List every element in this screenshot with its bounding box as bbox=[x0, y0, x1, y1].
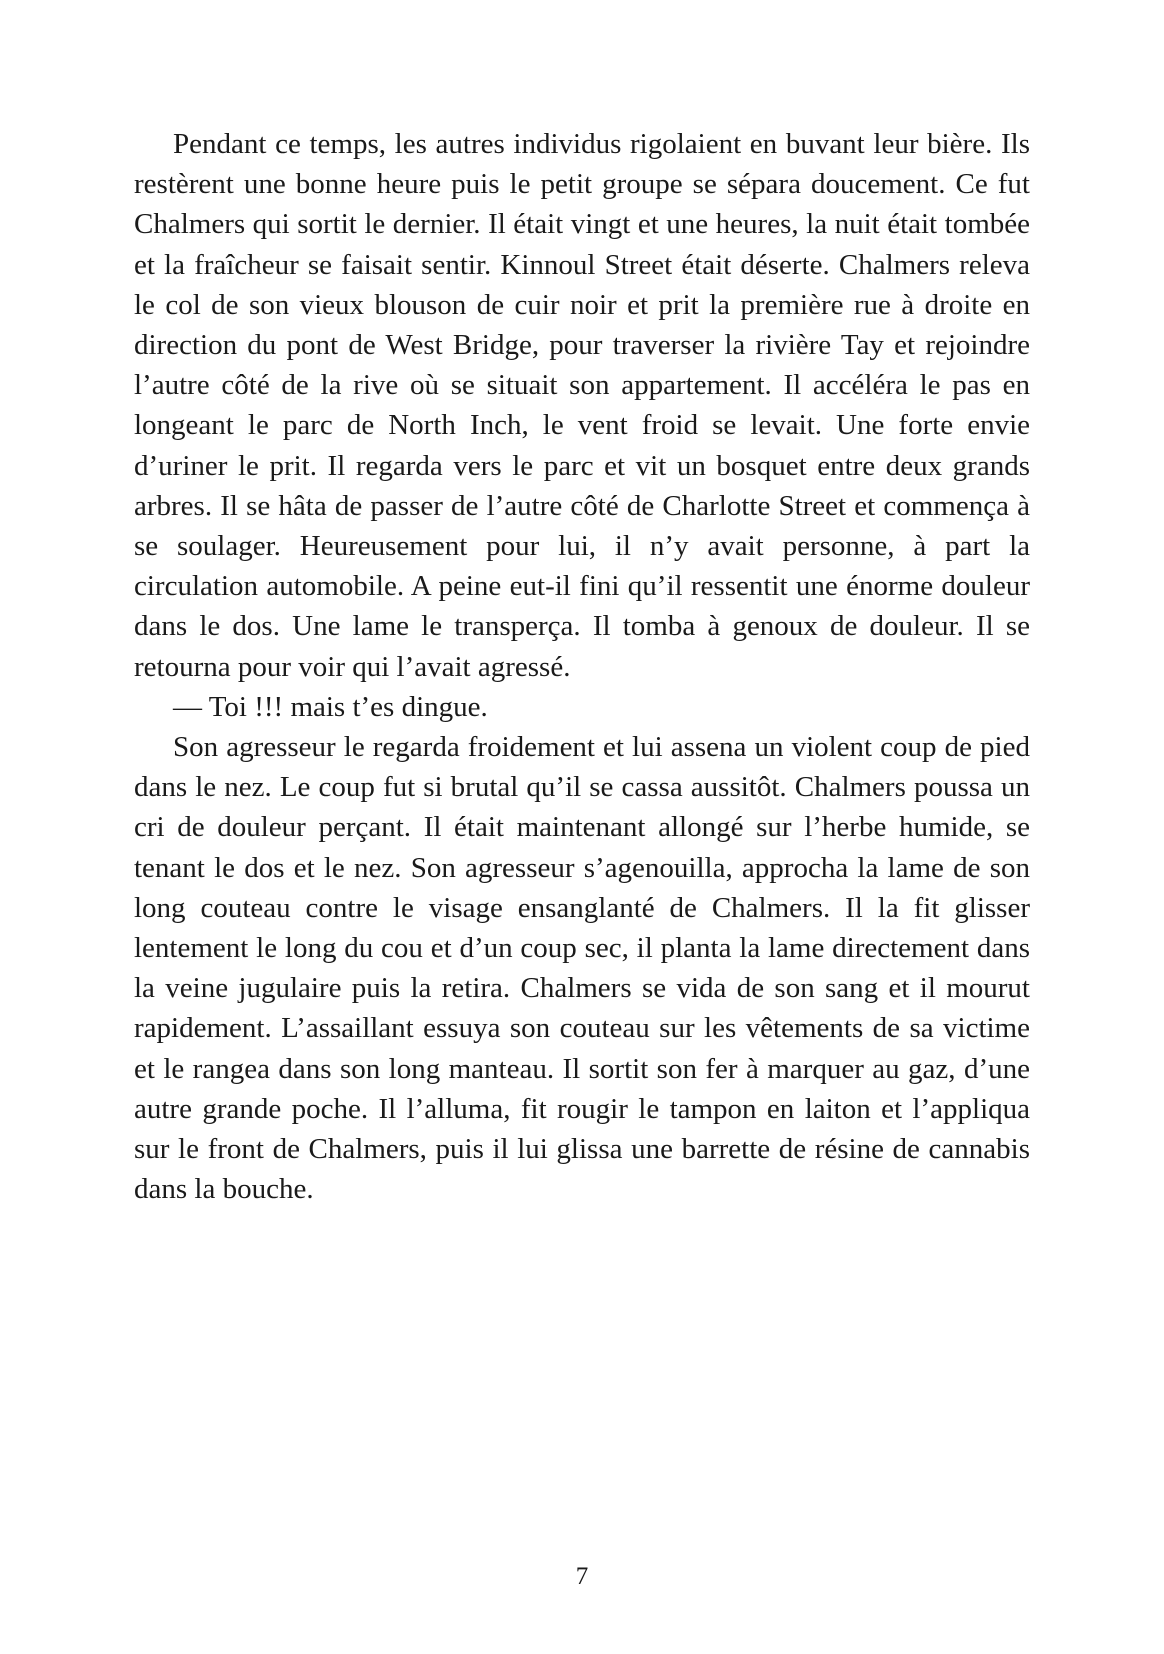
paragraph: Son agresseur le regarda froidement et lui assena un violent coup de pied dans le nez. Le coup fut si brutal qu’il se cassa aussitôt. Chalmers poussa un cri de douleur perçant. Il était maintenant allongé sur l’herbe humide, se tenant le dos et le nez. Son agresseur s’agenouilla, approcha la lame de son long couteau contre le visage ensanglanté de Chalmers. Il la fit glisser lentement le long du cou et d’un coup sec, il planta la lame directement dans la veine jugulaire puis la retira. Chalmers se vida de son sang et il mourut rapidement. L’assaillant essuya son couteau sur les vêtements de sa victime et le rangea dans son long manteau. Il sortit son fer à marquer au gaz, d’une autre grande poche. Il l’alluma, fit rougir le tampon en laiton et l’appliqua sur le front de Chalmers, puis il lui glissa une barrette de résine de cannabis dans la bouche. bbox=[134, 731, 1030, 1206]
dialogue-line: — Toi !!! mais t’es dingue. bbox=[173, 690, 488, 723]
body-text bbox=[134, 124, 1030, 1209]
page-number: 7 bbox=[575, 1563, 589, 1590]
paragraph: Pendant ce temps, les autres individus rigolaient en buvant leur bière. Ils restèrent une bonne heure puis le petit groupe se sépara doucement. Ce fut Chalmers qui sortit le dernier. Il était vingt et une heures, la nuit était tombée et la fraîcheur se faisait sentir. Kinnoul Street était déserte. Chalmers releva le col de son vieux blouson de cuir noir et prit la première rue à droite en direction du pont de West Bridge, pour traverser la rivière Tay et rejoindre l’autre côté de la rive où se situait son appartement. Il accéléra le pas en longeant le parc de North Inch, le vent froid se levait. Une forte envie d’uriner le prit. Il regarda vers le parc et vit un bosquet entre deux grands arbres. Il se hâta de passer de l’autre côté de Charlotte Street et commença à se soulager. Heureusement pour lui, il n’y avait personne, à part la circulation automobile. A peine eut-il fini qu’il ressentit une énorme douleur dans le dos. Une lame le transperça. Il tomba à genoux de douleur. Il se retourna pour voir qui l’avait agressé. bbox=[134, 128, 1030, 683]
